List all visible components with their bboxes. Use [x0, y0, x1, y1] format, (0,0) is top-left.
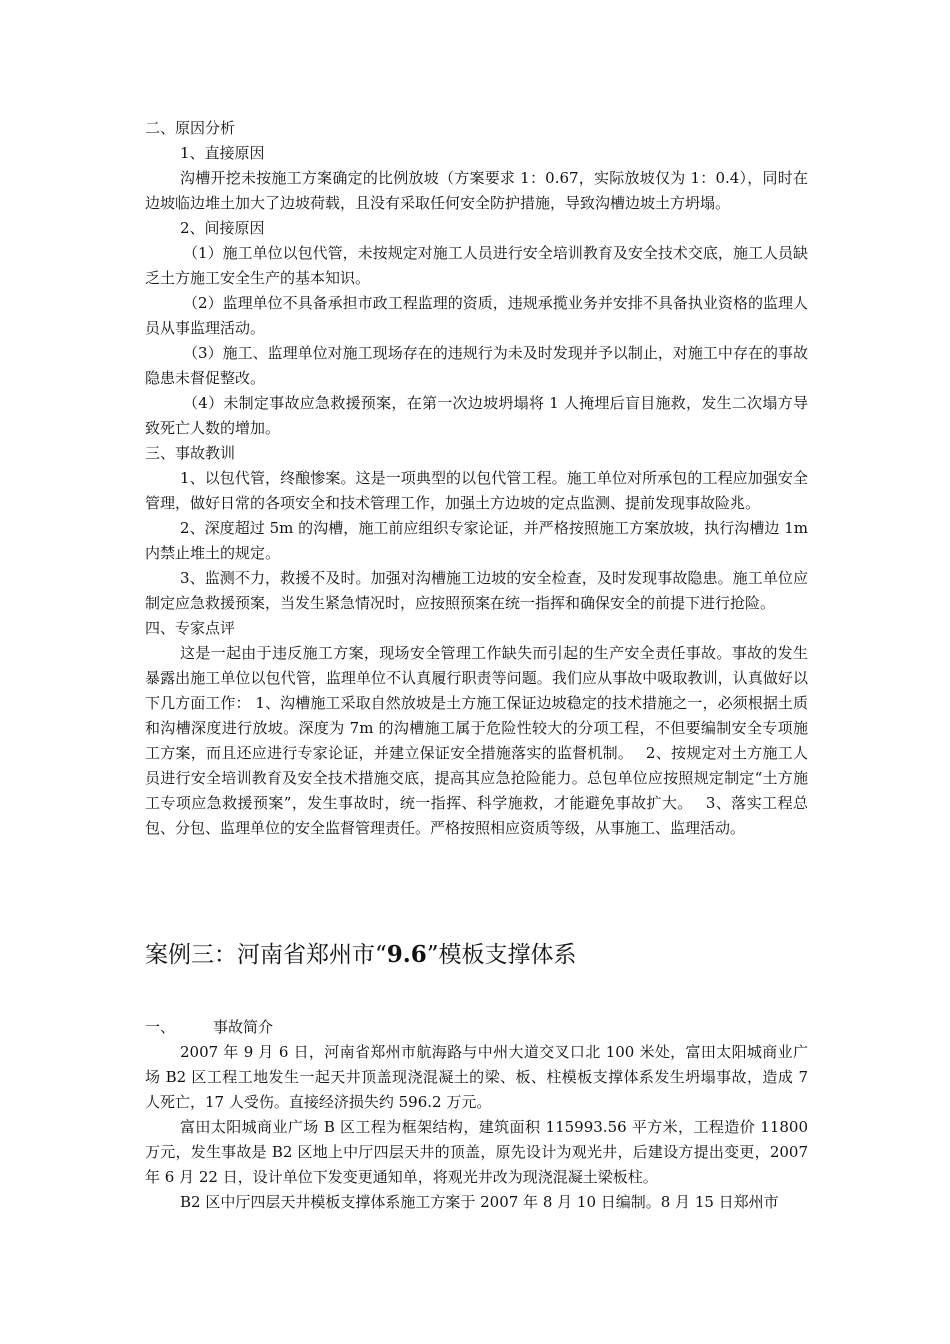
section-heading-lessons: 三、事故教训: [145, 444, 236, 462]
lesson-item: 1、以包代管，终酿惨案。这是一项典型的以包代管工程。施工单位对所承包的工程应加强安全管理，做好日常的各项安全和技术管理工作，加强土方边坡的定点监测、提前发现事故险兆。: [145, 469, 808, 512]
section-heading-cause-analysis: 二、原因分析: [145, 119, 236, 137]
subheading-number: 一、: [145, 1018, 176, 1036]
paragraph-direct-cause: 沟槽开挖未按施工方案确定的比例放坡（方案要求 1：0.67，实际放坡仅为 1：0.4），同时在边坡临边堆土加大了边坡荷载，且没有采取任何安全防护措施，导致沟槽边坡土方坍塌。: [145, 169, 808, 212]
case-paragraph: B2 区中厅四层天井模板支撑体系施工方案于 2007 年 8 月 10 日编制。8 月 15 日郑州市: [180, 1193, 779, 1211]
lesson-item: 2、深度超过 5m 的沟槽，施工前应组织专家论证，并严格按照施工方案放坡，执行沟槽边 1m 内禁止堆土的规定。: [145, 519, 808, 562]
case-paragraph: 富田太阳城商业广场 B 区工程为框架结构，建筑面积 115993.56 平方米，工程造价 11800 万元，发生事故是 B2 区地上中厅四层天井的顶盖，原先设计为观光井，后建设方提出变更，2007 年 6 月 22 日，设计单位下发变更通知单，将观光井改为现浇混凝土梁板柱。: [145, 1118, 808, 1186]
section-heading-expert-review: 四、专家点评: [145, 619, 236, 637]
indirect-cause-item: （4）未制定事故应急救援预案，在第一次边坡坍塌将 1 人掩埋后盲目施救，发生二次塌方导致死亡人数的增加。: [145, 394, 808, 437]
lesson-item: 3、监测不力，救援不及时。加强对沟槽施工边坡的安全检查，及时发现事故隐患。施工单位应制定应急救援预案，当发生紧急情况时，应按照预案在统一指挥和确保安全的前提下进行抢险。: [145, 569, 808, 612]
document-body-part2: [145, 1015, 808, 1215]
document-body-part1: [145, 116, 808, 841]
subheading-indirect-cause: 2、间接原因: [180, 219, 265, 237]
case-title-number: 9.6: [386, 941, 427, 968]
case-title-suffix: ”模板支撑体系: [426, 942, 577, 968]
subheading-accident-summary: [145, 1015, 808, 1040]
subheading-direct-cause: 1、直接原因: [180, 144, 265, 162]
indirect-cause-item: （1）施工单位以包代管，未按规定对施工人员进行安全培训教育及安全技术交底，施工人员缺乏土方施工安全生产的基本知识。: [145, 244, 808, 287]
indirect-cause-item: （3）施工、监理单位对施工现场存在的违规行为未及时发现并予以制止，对施工中存在的事故隐患未督促整改。: [145, 344, 808, 387]
case-title-prefix: 案例三：河南省郑州市“: [145, 942, 387, 968]
paragraph-expert-review: 这是一起由于违反施工方案，现场安全管理工作缺失而引起的生产安全责任事故。事故的发生暴露出施工单位以包代管，监理单位不认真履行职责等问题。我们应从事故中吸取教训，认真做好以下几方面工作： 1、沟槽施工采取自然放坡是土方施工保证边坡稳定的技术措施之一，必须根据土质和沟槽深度进行放坡。深度为 7m 的沟槽施工属于危险性较大的分项工程，不但要编制安全专项施工方案，而且还应进行专家论证，并建立保证安全措施落实的监督机制。 2、按规定对土方施工人员进行安全培训教育及安全技术措施交底，提高其应急抢险能力。总包单位应按照规定制定“土方施工专项应急救援预案”，发生事故时，统一指挥、科学施救，才能避免事故扩大。 3、落实工程总包、分包、监理单位的安全监督管理责任。严格按照相应资质等级，从事施工、监理活动。: [145, 644, 808, 837]
indirect-cause-item: （2）监理单位不具备承担市政工程监理的资质，违规承揽业务并安排不具备执业资格的监理人员从事监理活动。: [145, 294, 808, 337]
case-title: [145, 940, 808, 970]
subheading-label: 事故简介: [213, 1018, 274, 1036]
case-paragraph: 2007 年 9 月 6 日，河南省郑州市航海路与中州大道交叉口北 100 米处，富田太阳城商业广场 B2 区工程工地发生一起天井顶盖现浇混凝土的梁、板、柱模板支撑体系发生坍塌事故，造成 7 人死亡，17 人受伤。直接经济损失约 596.2 万元。: [145, 1043, 808, 1111]
